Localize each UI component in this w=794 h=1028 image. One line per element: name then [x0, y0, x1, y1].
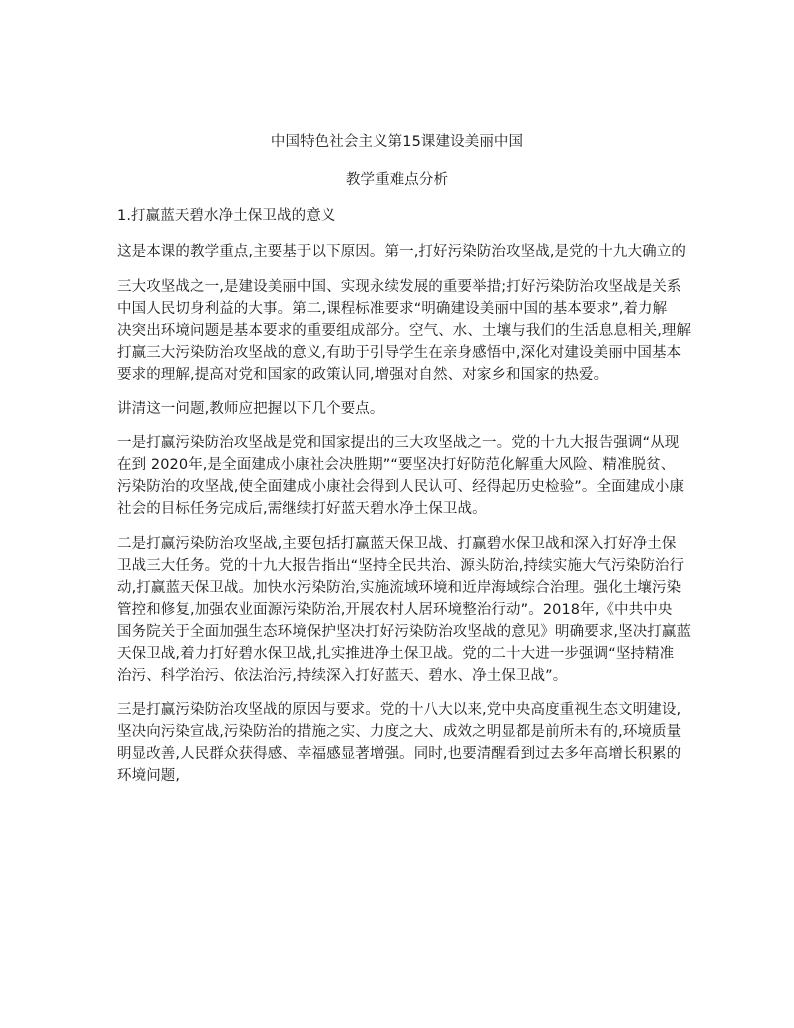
paragraph-line: 二是打赢污染防治攻坚战,主要包括打赢蓝天保卫战、打赢碧水保卫战和深入打好净土保: [117, 536, 677, 552]
paragraph-line: 在到 2020年,是全面建成小康社会决胜期”“要坚决打好防范化解重大风险、精准脱贫、: [117, 457, 676, 473]
paragraph-line: 这是本课的教学重点,主要基于以下原因。第一,打好污染防治攻坚战,是党的十九大确立的: [117, 244, 686, 260]
document-subtitle: 教学重难点分析: [345, 172, 449, 188]
paragraph-line: 明显改善,人民群众获得感、幸福感显著增强。同时,也要清醒看到过去多年高增长积累的: [117, 746, 682, 762]
paragraph-line: 三大攻坚战之一,是建设美丽中国、实现永续发展的重要举措;打好污染防治攻坚战是关系: [117, 279, 682, 295]
paragraph-line: 卫战三大任务。党的十九大报告指出“坚持全民共治、源头防治,持续实施大气污染防治行: [117, 558, 685, 574]
paragraph-line: 社会的目标任务完成后,需继续打好蓝天碧水净土保卫战。: [117, 501, 487, 517]
paragraph-line: 国务院关于全面加强生态环境保护坚决打好污染防治攻坚战的意见》明确要求,坚决打赢蓝: [117, 624, 692, 640]
paragraph-line: 三是打赢污染防治攻坚战的原因与要求。党的十八大以来,党中央高度重视生态文明建设,: [117, 702, 682, 718]
paragraph-line: 治污、科学治污、依法治污,持续深入打好蓝天、碧水、净土保卫战”。: [117, 668, 568, 684]
paragraph-line: 天保卫战,着力打好碧水保卫战,扎实推进净土保卫战。党的二十大进一步强调“坚持精准: [117, 646, 675, 662]
paragraph-line: 决突出环境问题是基本要求的重要组成部分。空气、水、土壤与我们的生活息息相关,理解: [117, 323, 692, 339]
paragraph-line: 管控和修复,加强农业面源污染防治,开展农村人居环境整治行动”。2018年,《中共中央: [117, 602, 673, 618]
paragraph-line: 打赢三大污染防治攻坚战的意义,有助于引导学生在亲身感悟中,深化对建设美丽中国基本: [117, 345, 682, 361]
document-title: 中国特色社会主义第15课建设美丽中国: [270, 134, 524, 150]
paragraph-line: 污染防治的攻坚战,使全面建成小康社会得到人民认可、经得起历史检验”。全面建成小康: [117, 479, 685, 495]
paragraph-line: 一是打赢污染防治攻坚战是党和国家提出的三大攻坚战之一。党的十九大报告强调“从现: [117, 435, 680, 451]
paragraph-line: 环境问题,: [117, 768, 181, 784]
paragraph-line: 坚决向污染宣战,污染防治的措施之实、力度之大、成效之明显都是前所未有的,环境质量: [117, 724, 682, 740]
paragraph-line: 中国人民切身利益的大事。第二,课程标准要求“明确建设美丽中国的基本要求”,着力解: [117, 301, 668, 317]
paragraph-line: 动,打赢蓝天保卫战。加快水污染防治,实施流域环境和近岸海域综合治理。强化土壤污染: [117, 580, 682, 596]
section-heading: 1.打赢蓝天碧水净土保卫战的意义: [117, 208, 336, 224]
paragraph-line: 讲清这一问题,教师应把握以下几个要点。: [117, 401, 385, 417]
paragraph-line: 要求的理解,提高对党和国家的政策认同,增强对自然、对家乡和国家的热爱。: [117, 367, 609, 383]
